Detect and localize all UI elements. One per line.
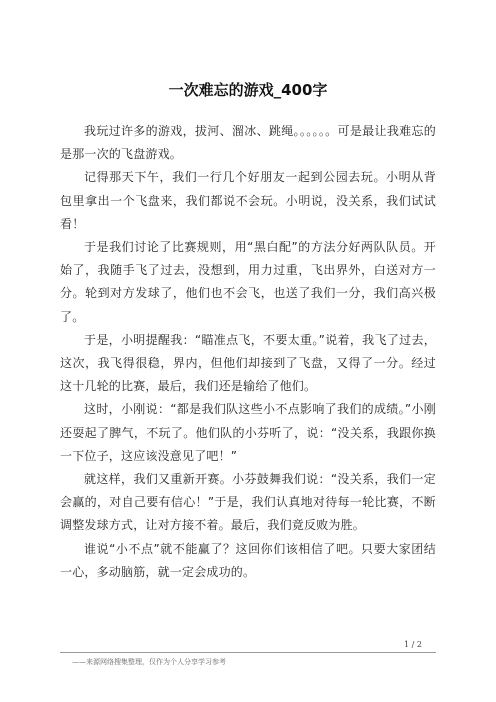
document-title: 一次难忘的游戏_400字 — [168, 81, 328, 99]
paragraph-1: 我玩过许多的游戏，拔河、溜冰、跳绳。。。。。。可是最让我难忘的是那一次的飞盘游戏。 — [60, 124, 436, 162]
footer-note: ——来源网络搜集整理，仅作为个人分享学习参考 — [72, 658, 226, 666]
paragraph-4: 于是，小明提醒我：“瞄准点飞，不要太重。”说着，我飞了过去，这次，我飞得很稳，界内，但他们却接到了飞盘，又得了一分。经过这十几轮的比赛，最后，我们还是输给了他们。 — [60, 332, 436, 394]
page-number: 1 / 2 — [404, 640, 422, 649]
paragraph-7: 谁说“小不点”就不能赢了？这回你们该相信了吧。只要大家团结一心，多动脑筋，就一定会成功的。 — [60, 541, 436, 579]
footer-divider — [60, 652, 436, 653]
paragraph-2: 记得那天下午，我们一行几个好朋友一起到公园去玩。小明从背包里拿出一个飞盘来，我们都说不会玩。小明说，没关系，我们试试看！ — [60, 170, 436, 231]
paragraph-6: 就这样，我们又重新开赛。小芬鼓舞我们说：“没关系，我们一定会赢的，对自己要有信心！”于是，我们认真地对待每一轮比赛，不断调整发球方式，让对方接不着。最后，我们竟反败为胜。 — [60, 472, 436, 533]
document-body — [60, 120, 436, 584]
paragraph-3: 于是我们讨论了比赛规则，用“黑白配”的方法分好两队队员。开始了，我随手飞了过去，没想到，用力过重，飞出界外，白送对方一分。轮到对方发球了，他们也不会飞，也送了我们一分，我们高兴极了。 — [60, 240, 436, 324]
paragraph-5: 这时，小刚说：“都是我们队这些小不点影响了我们的成绩。”小刚还耍起了脾气，不玩了。他们队的小芬听了，说：“没关系，我跟你换一下位子，这应该没意见了吧！” — [60, 402, 436, 463]
